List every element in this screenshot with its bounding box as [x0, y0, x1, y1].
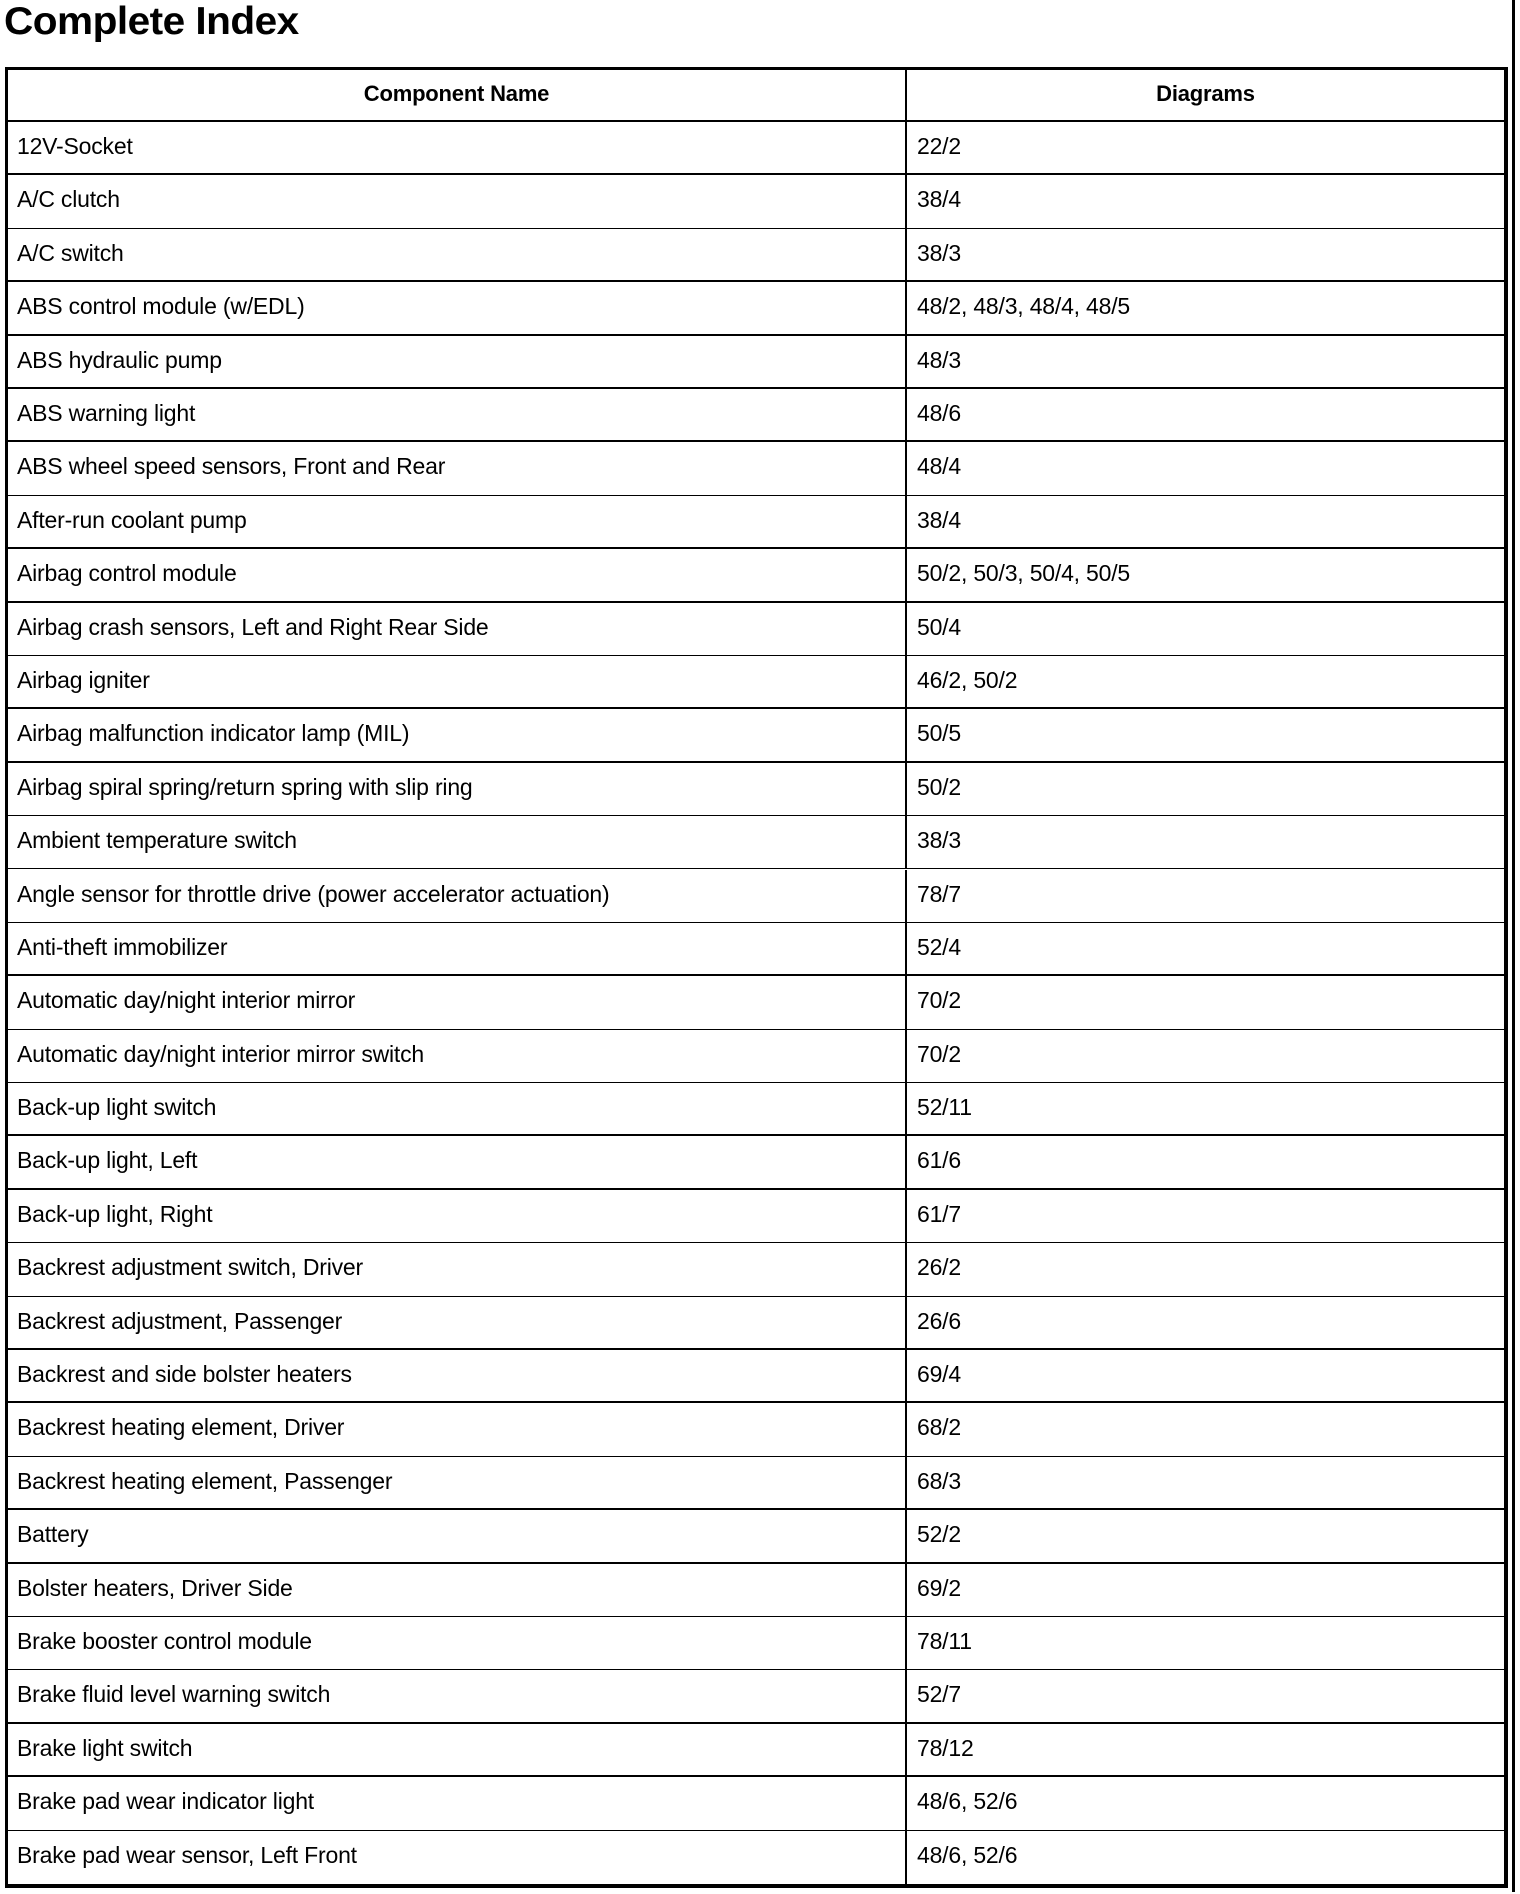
diagrams-cell: 50/2: [917, 773, 961, 800]
component-name-cell: Backrest adjustment switch, Driver: [8, 1243, 907, 1295]
table-header-row: [8, 70, 1504, 122]
table-row: [8, 336, 1504, 389]
diagrams-cell: 26/2: [917, 1254, 961, 1281]
diagrams-cell: 38/4: [917, 506, 961, 533]
table-row: [8, 549, 1504, 602]
component-name-cell: Brake pad wear indicator light: [8, 1777, 907, 1829]
diagrams-cell: 78/12: [917, 1734, 974, 1761]
page-edge-line: [1512, 0, 1515, 1892]
diagrams-cell: 69/2: [917, 1574, 961, 1601]
diagrams-cell: 70/2: [917, 1040, 961, 1067]
component-name-cell: Backrest and side bolster heaters: [8, 1350, 907, 1401]
table-row: [8, 1190, 1504, 1243]
component-name-cell: Airbag control module: [8, 549, 907, 600]
table-row: [8, 442, 1504, 495]
table-row: [8, 870, 1504, 923]
diagrams-cell: 38/3: [917, 239, 961, 266]
table-row: [8, 1083, 1504, 1136]
component-name-cell: Back-up light, Right: [8, 1190, 907, 1242]
diagrams-cell: 48/6, 52/6: [917, 1841, 1018, 1868]
table-row: [8, 1831, 1504, 1884]
component-name-cell: Back-up light, Left: [8, 1136, 907, 1187]
table-row: [8, 1297, 1504, 1350]
diagrams-cell: 68/3: [917, 1467, 961, 1494]
table-row: [8, 1617, 1504, 1670]
table-row: [8, 923, 1504, 976]
diagrams-cell: 46/2, 50/2: [917, 666, 1018, 693]
diagrams-cell: 26/6: [917, 1307, 961, 1334]
table-row: [8, 1030, 1504, 1083]
component-name-cell: 12V-Socket: [8, 122, 907, 173]
component-name-cell: Automatic day/night interior mirror: [8, 976, 907, 1028]
table-row: [8, 1564, 1504, 1617]
table-row: [8, 1510, 1504, 1563]
component-name-cell: Brake fluid level warning switch: [8, 1670, 907, 1721]
column-header-component-name: Component Name: [8, 70, 907, 120]
diagrams-cell: 48/2, 48/3, 48/4, 48/5: [917, 293, 1130, 320]
table-row: [8, 122, 1504, 175]
table-row: [8, 1350, 1504, 1403]
component-name-cell: A/C switch: [8, 229, 907, 280]
diagrams-cell: 38/4: [917, 186, 961, 213]
component-name-cell: Angle sensor for throttle drive (power accelerator actuation): [8, 870, 907, 922]
table-row: [8, 1136, 1504, 1189]
diagrams-cell: 52/4: [917, 933, 961, 960]
diagrams-cell: 22/2: [917, 133, 961, 159]
component-name-cell: ABS warning light: [8, 389, 907, 440]
table-row: [8, 1403, 1504, 1456]
diagrams-cell: 69/4: [917, 1361, 961, 1388]
component-name-cell: Bolster heaters, Driver Side: [8, 1564, 907, 1616]
table-row: [8, 1777, 1504, 1830]
diagrams-cell: 48/3: [917, 346, 961, 373]
diagrams-cell: 38/3: [917, 827, 961, 854]
table-row: [8, 1724, 1504, 1777]
table-row: [8, 976, 1504, 1029]
diagrams-cell: 61/7: [917, 1200, 961, 1227]
component-name-cell: Airbag crash sensors, Left and Right Rear Side: [8, 603, 907, 655]
component-name-cell: Brake booster control module: [8, 1617, 907, 1669]
table-row: [8, 389, 1504, 442]
diagrams-cell: 50/5: [917, 720, 961, 747]
diagrams-cell: 50/4: [917, 613, 961, 640]
component-name-cell: Backrest heating element, Driver: [8, 1403, 907, 1455]
component-index-table: [5, 67, 1508, 1888]
diagrams-cell: 68/2: [917, 1414, 961, 1441]
diagrams-cell: 52/2: [917, 1521, 961, 1548]
component-name-cell: Airbag igniter: [8, 656, 907, 707]
diagrams-cell: 61/6: [917, 1147, 961, 1174]
diagrams-cell: 70/2: [917, 987, 961, 1014]
table-row: [8, 1243, 1504, 1296]
table-row: [8, 496, 1504, 549]
table-row: [8, 816, 1504, 869]
component-name-cell: Ambient temperature switch: [8, 816, 907, 868]
table-row: [8, 763, 1504, 816]
page-title: Complete Index: [4, 0, 299, 43]
diagrams-cell: 78/7: [917, 880, 961, 907]
component-name-cell: Automatic day/night interior mirror switch: [8, 1030, 907, 1082]
table-row: [8, 656, 1504, 709]
table-row: [8, 1670, 1504, 1723]
diagrams-cell: 48/4: [917, 453, 961, 480]
table-row: [8, 1457, 1504, 1510]
table-row: [8, 282, 1504, 335]
component-name-cell: Airbag malfunction indicator lamp (MIL): [8, 709, 907, 760]
diagrams-cell: 50/2, 50/3, 50/4, 50/5: [917, 560, 1130, 587]
component-name-cell: ABS wheel speed sensors, Front and Rear: [8, 442, 907, 494]
component-name-cell: Backrest adjustment, Passenger: [8, 1297, 907, 1348]
component-name-cell: A/C clutch: [8, 175, 907, 227]
component-name-cell: ABS hydraulic pump: [8, 336, 907, 387]
diagrams-cell: 78/11: [917, 1628, 972, 1655]
component-name-cell: Back-up light switch: [8, 1083, 907, 1134]
component-name-cell: Brake light switch: [8, 1724, 907, 1775]
component-name-cell: Anti-theft immobilizer: [8, 923, 907, 974]
table-row: [8, 175, 1504, 228]
component-name-cell: Airbag spiral spring/return spring with slip ring: [8, 763, 907, 815]
component-name-cell: Battery: [8, 1510, 907, 1561]
table-row: [8, 603, 1504, 656]
diagrams-cell: 48/6, 52/6: [917, 1788, 1018, 1815]
table-row: [8, 709, 1504, 762]
component-name-cell: ABS control module (w/EDL): [8, 282, 907, 333]
diagrams-cell: 48/6: [917, 399, 961, 426]
diagrams-cell: 52/7: [917, 1681, 961, 1708]
component-name-cell: Brake pad wear sensor, Left Front: [8, 1831, 907, 1884]
component-name-cell: Backrest heating element, Passenger: [8, 1457, 907, 1508]
component-name-cell: After-run coolant pump: [8, 496, 907, 547]
column-header-diagrams: Diagrams: [1156, 80, 1255, 106]
diagrams-cell: 52/11: [917, 1094, 972, 1121]
table-row: [8, 229, 1504, 282]
